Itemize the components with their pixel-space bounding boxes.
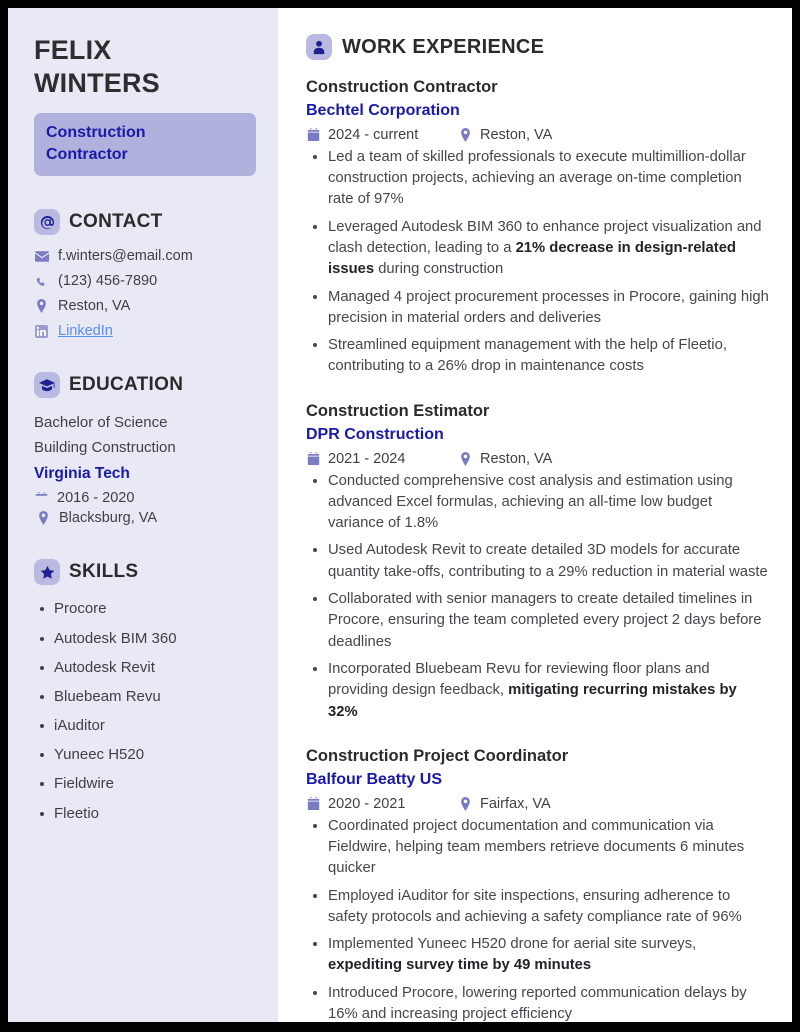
job-meta — [306, 796, 770, 812]
skills-section — [34, 559, 256, 825]
calendar-icon — [306, 128, 321, 141]
linkedin-icon — [34, 325, 49, 338]
job-title: Construction Estimator — [306, 401, 490, 420]
first-name: FELIX — [34, 35, 112, 65]
job-title: Construction Project Coordinator — [306, 746, 569, 765]
star-icon — [34, 559, 60, 585]
bullet-text-pre: Incorporated Bluebeam Revu for reviewing floor plans and providing design feedback, — [328, 660, 710, 699]
list-item: Conducted comprehensive cost analysis and estimation using advanced Excel formulas, achieving an all-time low budget variance of 1.8% — [306, 471, 770, 535]
education-degree: Bachelor of Science — [34, 414, 168, 432]
job-bullets — [306, 471, 770, 723]
headline-line-2: Contractor — [46, 145, 128, 163]
location-pin-icon — [458, 452, 473, 466]
job-company: Bechtel Corporation — [306, 102, 460, 120]
contact-phone-value: (123) 456-7890 — [58, 273, 158, 290]
contact-item-phone[interactable] — [34, 273, 256, 289]
bullet-text-bold: mitigating recurring mistakes by 32% — [328, 682, 737, 720]
job-location — [458, 796, 551, 812]
list-item: Used Autodesk Revit to create detailed 3D models for accurate quantity take-offs, contributing to a 29% reduction in material waste — [306, 540, 770, 583]
job-bullets — [306, 147, 770, 378]
job-meta — [306, 127, 770, 143]
job-dates — [306, 127, 458, 143]
job-bullets — [306, 816, 770, 1022]
location-pin-icon — [458, 128, 473, 142]
job-dates-value: 2021 - 2024 — [328, 450, 406, 467]
headline-pill — [34, 113, 256, 176]
location-pin-icon — [34, 299, 49, 313]
contact-item-email[interactable] — [34, 248, 256, 264]
resume-page — [8, 8, 792, 1022]
education-heading-label: EDUCATION — [69, 374, 184, 396]
job-title: Construction Contractor — [306, 78, 498, 96]
job-company: Balfour Beatty US — [306, 770, 443, 788]
education-dates-value: 2016 - 2020 — [57, 490, 135, 507]
education-section — [34, 372, 256, 526]
headline-line-1: Construction — [46, 123, 146, 141]
list-item: Autodesk BIM 360 — [34, 628, 256, 650]
last-name: WINTERS — [34, 67, 160, 98]
contact-heading-label: CONTACT — [69, 211, 163, 233]
list-item: Procore — [34, 598, 256, 620]
work-experience-heading-label: WORK EXPERIENCE — [342, 35, 545, 58]
list-item: Employed iAuditor for site inspections, ensuring adherence to safety protocols and achieving a safety compliance rate of 96% — [306, 886, 770, 929]
job-location-value: Reston, VA — [480, 450, 553, 467]
contact-section — [34, 209, 256, 339]
contact-linkedin-value[interactable]: LinkedIn — [58, 323, 113, 340]
skills-list — [34, 598, 256, 825]
job-entry — [306, 400, 770, 723]
list-item: Collaborated with senior managers to create detailed timelines in Procore, ensuring the team completed every project 2 days before deadlines — [306, 589, 770, 653]
education-field: Building Construction — [34, 438, 176, 456]
job-meta — [306, 451, 770, 467]
list-item — [306, 217, 770, 281]
list-item: Autodesk Revit — [34, 657, 256, 679]
graduation-cap-icon — [34, 372, 60, 398]
education-heading — [34, 372, 256, 398]
job-dates-value: 2024 - current — [328, 126, 419, 143]
skills-heading — [34, 559, 256, 585]
list-item: Coordinated project documentation and communication via Fieldwire, helping team members retrieve documents 6 minutes quicker — [306, 816, 770, 880]
list-item: Yuneec H520 — [34, 744, 256, 766]
list-item: Fieldwire — [34, 773, 256, 795]
list-item: iAuditor — [34, 715, 256, 737]
envelope-icon — [34, 251, 49, 262]
job-location-value: Reston, VA — [480, 126, 553, 143]
job-entry — [306, 745, 770, 1022]
location-pin-icon — [36, 511, 51, 525]
list-item: Fleetio — [34, 803, 256, 825]
list-item: Streamlined equipment management with the help of Fleetio, contributing to a 26% drop in maintenance costs — [306, 335, 770, 378]
job-dates-value: 2020 - 2021 — [328, 795, 406, 812]
calendar-icon — [306, 452, 321, 465]
skills-heading-label: SKILLS — [69, 561, 139, 583]
contact-email-value: f.winters@email.com — [58, 248, 193, 265]
work-experience-heading — [306, 34, 770, 60]
calendar-icon — [34, 492, 49, 505]
bullet-text-bold: 21% decrease in design-related issues — [328, 240, 736, 278]
contact-item-linkedin[interactable] — [34, 323, 256, 339]
sidebar — [8, 8, 278, 1022]
education-location-value: Blacksburg, VA — [59, 510, 158, 527]
candidate-name — [34, 34, 256, 100]
contact-item-location — [34, 298, 256, 314]
phone-icon — [34, 275, 49, 288]
job-entry — [306, 76, 770, 378]
person-icon — [306, 34, 332, 60]
education-dates-row — [34, 490, 256, 506]
job-location — [458, 127, 552, 143]
list-item — [306, 934, 770, 977]
list-item: Introduced Procore, lowering reported communication delays by 16% and increasing project efficiency — [306, 983, 770, 1022]
bullet-text-pre: Implemented Yuneec H520 drone for aerial site surveys, — [328, 936, 697, 953]
list-item — [306, 659, 770, 723]
bullet-text-pre: Leveraged Autodesk BIM 360 to enhance project visualization and clash detection, leading to a — [328, 218, 762, 256]
job-company: DPR Construction — [306, 425, 444, 443]
list-item: Bluebeam Revu — [34, 686, 256, 708]
contact-location-value: Reston, VA — [58, 298, 131, 315]
job-dates — [306, 451, 458, 467]
at-sign-icon — [34, 209, 60, 235]
job-location-value: Fairfax, VA — [480, 795, 551, 812]
education-location-row — [34, 510, 256, 526]
education-school: Virginia Tech — [34, 464, 130, 482]
location-pin-icon — [458, 797, 473, 811]
calendar-icon — [306, 797, 321, 810]
bullet-text-bold: expediting survey time by 49 minutes — [328, 957, 592, 974]
bullet-text-post: during construction — [374, 261, 504, 278]
list-item: Led a team of skilled professionals to execute multimillion-dollar construction projects, achieving an average on-time completion rate of 97% — [306, 147, 770, 211]
main-column — [278, 8, 792, 1022]
list-item: Managed 4 project procurement processes in Procore, gaining high precision in material orders and deliveries — [306, 287, 770, 330]
contact-heading — [34, 209, 256, 235]
job-dates — [306, 796, 458, 812]
job-location — [458, 451, 552, 467]
